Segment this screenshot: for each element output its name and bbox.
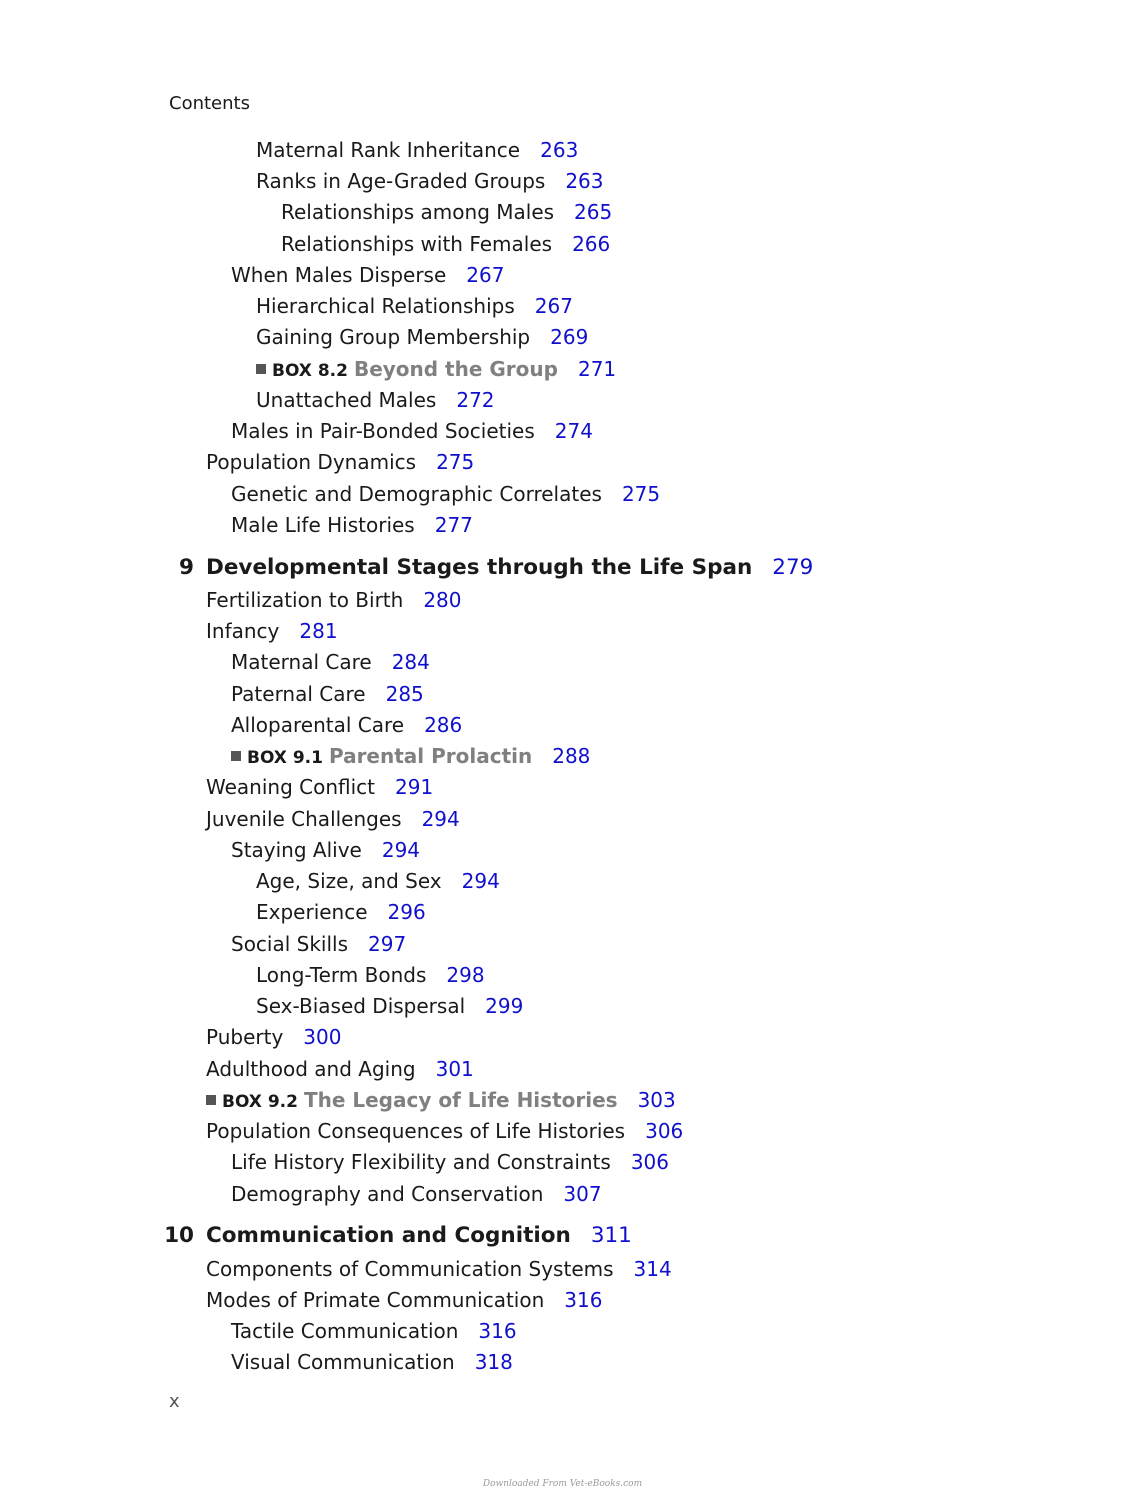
entry-title: Demography and Conservation — [231, 1182, 544, 1206]
page-number-link[interactable]: 279 — [772, 555, 814, 580]
chapter-number: 9 — [179, 555, 194, 580]
entry-title: Modes of Primate Communication — [206, 1288, 545, 1312]
entry-title: Age, Size, and Sex — [256, 869, 442, 893]
page-number-link[interactable]: 306 — [645, 1119, 684, 1143]
page-number-link[interactable]: 300 — [303, 1025, 342, 1049]
toc-entry[interactable] — [231, 481, 660, 507]
box-label: BOX 9.2 — [222, 1092, 298, 1112]
page-number-link[interactable]: 269 — [550, 325, 589, 349]
entry-title: Hierarchical Relationships — [256, 294, 515, 318]
page-number-link[interactable]: 301 — [435, 1057, 474, 1081]
entry-title: Components of Communication Systems — [206, 1257, 614, 1281]
toc-entry[interactable] — [206, 618, 338, 644]
chapter-title: Developmental Stages through the Life Span — [206, 555, 753, 580]
entry-title: Males in Pair-Bonded Societies — [231, 419, 535, 443]
page-number-link[interactable]: 306 — [630, 1150, 670, 1174]
entry-title: Adulthood and Aging — [206, 1057, 416, 1081]
toc-entry[interactable] — [231, 512, 473, 538]
toc-entry[interactable] — [281, 199, 612, 225]
box-label: BOX 9.1 — [247, 748, 323, 768]
toc-box-entry[interactable] — [256, 356, 616, 384]
box-square-icon — [256, 364, 266, 374]
toc-entry[interactable] — [206, 1056, 474, 1082]
page-number-link[interactable]: 291 — [395, 775, 434, 799]
entry-title: Life History Flexibility and Constraints — [231, 1150, 611, 1174]
entry-title: Staying Alive — [231, 838, 362, 862]
page-number-link[interactable]: 281 — [299, 619, 338, 643]
entry-title: Maternal Rank Inheritance — [256, 138, 521, 162]
page-number-link[interactable]: 275 — [621, 482, 661, 506]
entry-title: Weaning Conflict — [206, 775, 375, 799]
page-number-link[interactable]: 285 — [385, 682, 424, 706]
entry-title: Ranks in Age-Graded Groups — [256, 169, 546, 193]
entry-title: Alloparental Care — [231, 713, 405, 737]
toc-entry[interactable] — [231, 681, 424, 707]
page-number-link[interactable]: 266 — [572, 232, 611, 256]
page-number-link[interactable]: 267 — [534, 294, 573, 318]
toc-entry[interactable] — [206, 449, 474, 475]
box-title: Parental Prolactin — [328, 744, 533, 768]
page-number-link[interactable]: 294 — [461, 869, 500, 893]
toc-entry[interactable] — [231, 1181, 602, 1207]
entry-title: Fertilization to Birth — [206, 588, 404, 612]
page-number-link[interactable]: 314 — [633, 1257, 672, 1281]
page-number-link[interactable]: 265 — [574, 200, 613, 224]
page-number-link[interactable]: 263 — [540, 138, 579, 162]
toc-entry[interactable] — [206, 1256, 672, 1282]
page-number-link[interactable]: 288 — [552, 744, 591, 768]
entry-title: Experience — [256, 900, 368, 924]
page-number-link[interactable]: 267 — [466, 263, 505, 287]
page-number-link[interactable]: 299 — [485, 994, 524, 1018]
entry-title: Infancy — [206, 619, 280, 643]
toc-entry[interactable] — [231, 1349, 513, 1375]
entry-title: Gaining Group Membership — [256, 325, 531, 349]
entry-title: Unattached Males — [256, 388, 437, 412]
toc-entry[interactable] — [256, 137, 578, 163]
toc-entry[interactable] — [256, 293, 573, 319]
toc-box-entry[interactable] — [231, 743, 590, 771]
entry-title: Relationships with Females — [281, 232, 553, 256]
entry-title: Population Dynamics — [206, 450, 417, 474]
page-number-link[interactable]: 263 — [565, 169, 604, 193]
toc-box-entry[interactable] — [206, 1087, 676, 1115]
toc-chapter-entry[interactable] — [206, 555, 813, 581]
page-number-link[interactable]: 296 — [387, 900, 426, 924]
entry-title: Visual Communication — [231, 1350, 455, 1374]
entry-title: Long-Term Bonds — [256, 963, 427, 987]
toc-entry[interactable] — [206, 1287, 602, 1313]
box-square-icon — [231, 751, 241, 761]
page-number-link[interactable]: 271 — [577, 357, 617, 381]
page-number-link[interactable]: 316 — [564, 1288, 603, 1312]
page-number-link[interactable]: 280 — [423, 588, 462, 612]
toc-entry[interactable] — [231, 262, 504, 288]
toc-entry[interactable] — [231, 418, 593, 444]
entry-title: When Males Disperse — [231, 263, 447, 287]
page-number-link[interactable]: 277 — [434, 513, 473, 537]
entry-title: Male Life Histories — [231, 513, 415, 537]
toc-entry[interactable] — [206, 774, 433, 800]
entry-title: Population Consequences of Life Histories — [206, 1119, 626, 1143]
toc-entry[interactable] — [256, 899, 426, 925]
entry-title: Sex-Biased Dispersal — [256, 994, 466, 1018]
toc-entry[interactable] — [231, 837, 420, 863]
toc-entry[interactable] — [206, 1024, 341, 1050]
entry-title: Relationships among Males — [281, 200, 555, 224]
download-source-note: Downloaded From Vet-eBooks.com — [482, 1479, 643, 1489]
toc-entry[interactable] — [231, 1318, 517, 1344]
page-number-link[interactable]: 303 — [637, 1088, 676, 1112]
toc-chapter-entry[interactable] — [206, 1223, 632, 1249]
toc-entry[interactable] — [206, 1118, 683, 1144]
page-number-link[interactable]: 294 — [421, 807, 460, 831]
page-number-link[interactable]: 284 — [391, 650, 430, 674]
box-title: The Legacy of Life Histories — [303, 1088, 618, 1112]
entry-title: Tactile Communication — [231, 1319, 459, 1343]
toc-entry[interactable] — [231, 649, 430, 675]
page-number-link[interactable]: 318 — [474, 1350, 513, 1374]
page-number-link[interactable]: 297 — [368, 932, 407, 956]
toc-entry[interactable] — [256, 324, 588, 350]
entry-title: Genetic and Demographic Correlates — [231, 482, 602, 506]
toc-entry[interactable] — [231, 1149, 669, 1175]
entry-title: Juvenile Challenges — [206, 807, 402, 831]
toc-entry[interactable] — [256, 868, 500, 894]
entry-title: Puberty — [206, 1025, 284, 1049]
chapter-number: 10 — [164, 1223, 194, 1248]
page-number-link[interactable]: 275 — [436, 450, 475, 474]
box-title: Beyond the Group — [353, 357, 558, 381]
running-head: Contents — [169, 93, 250, 114]
toc-entry[interactable] — [206, 806, 460, 832]
toc-entry[interactable] — [206, 587, 462, 613]
box-square-icon — [206, 1095, 216, 1105]
page-number-link[interactable]: 286 — [424, 713, 463, 737]
toc-entry[interactable] — [231, 712, 462, 738]
page-folio: x — [169, 1391, 180, 1412]
page-number-link[interactable]: 272 — [456, 388, 495, 412]
toc-entry[interactable] — [256, 168, 604, 194]
page-number-link[interactable]: 311 — [590, 1223, 632, 1248]
page-number-link[interactable]: 294 — [381, 838, 421, 862]
entry-title: Social Skills — [231, 932, 349, 956]
toc-entry[interactable] — [281, 231, 610, 257]
entry-title: Maternal Care — [231, 650, 372, 674]
box-label: BOX 8.2 — [272, 361, 348, 381]
toc-entry[interactable] — [256, 387, 495, 413]
page-number-link[interactable]: 307 — [563, 1182, 602, 1206]
toc-entry[interactable] — [256, 962, 485, 988]
page-number-link[interactable]: 316 — [478, 1319, 517, 1343]
toc-entry[interactable] — [231, 931, 406, 957]
toc-entry[interactable] — [256, 993, 523, 1019]
page-number-link[interactable]: 274 — [554, 419, 593, 443]
chapter-title: Communication and Cognition — [206, 1223, 571, 1248]
page-number-link[interactable]: 298 — [446, 963, 485, 987]
entry-title: Paternal Care — [231, 682, 366, 706]
